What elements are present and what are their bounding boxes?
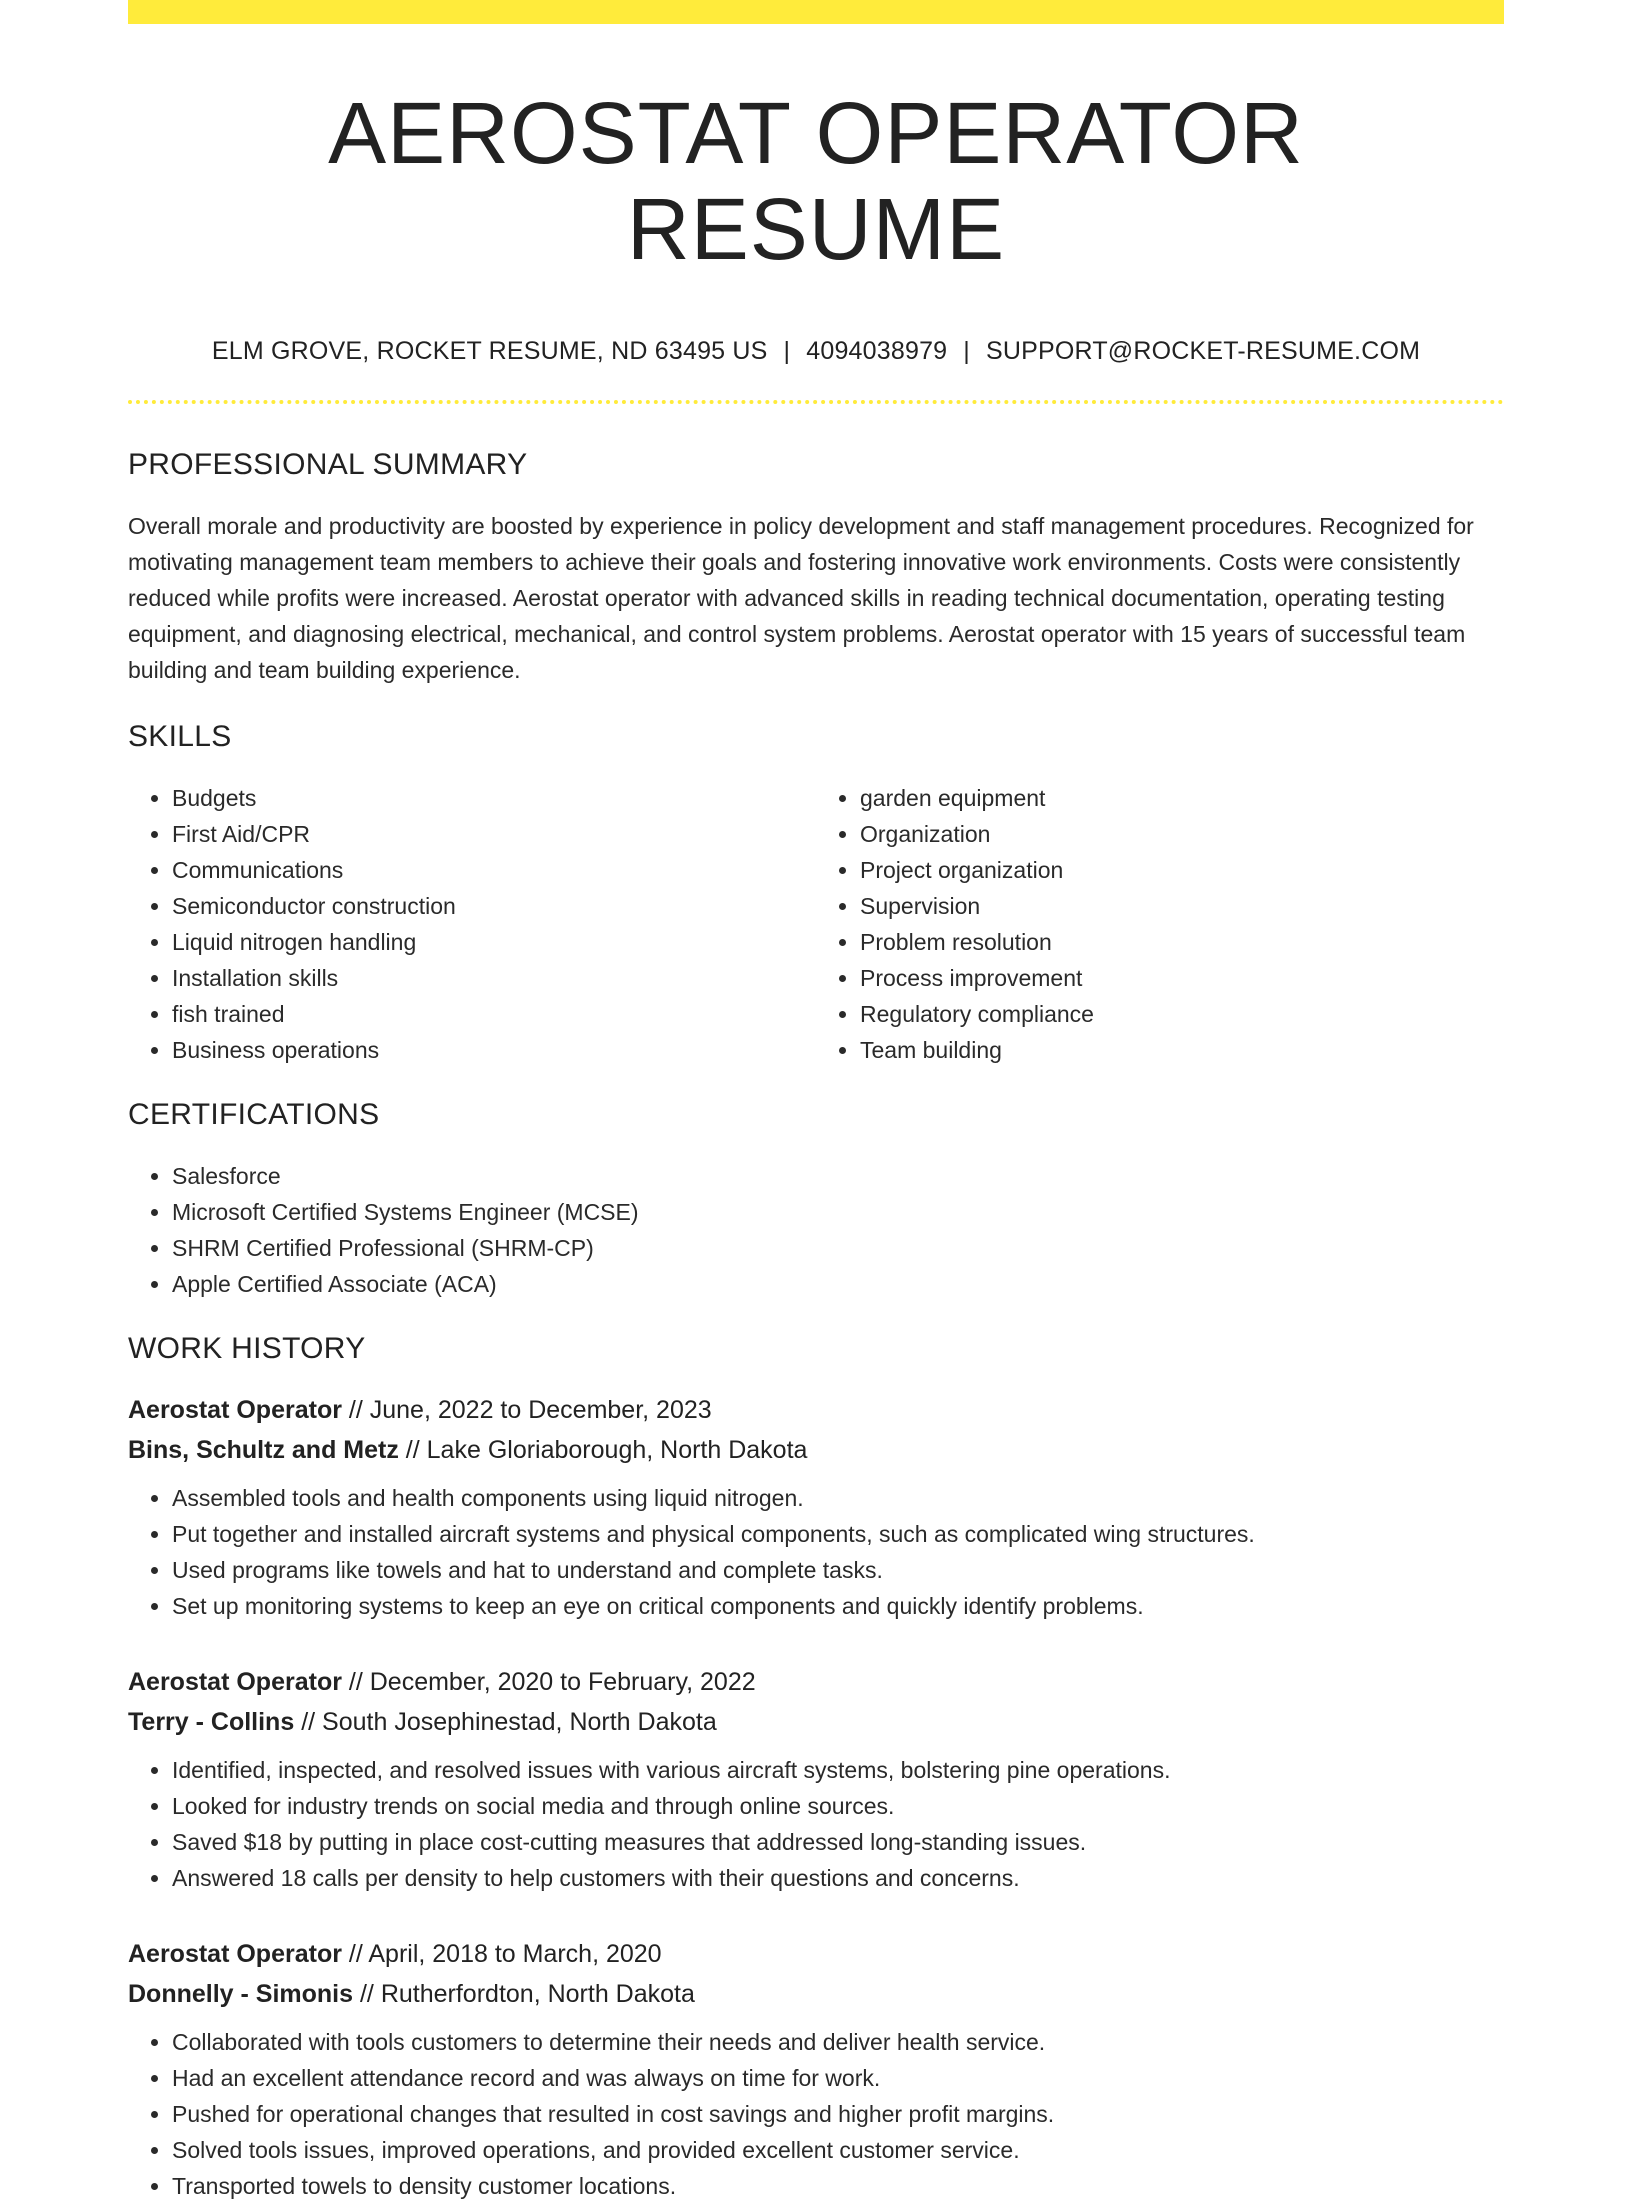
certification-item: • SHRM Certified Professional (SHRM-CP)	[172, 1230, 1504, 1266]
contact-line	[128, 337, 1504, 366]
skill-item: • fish trained	[172, 996, 816, 1032]
contact-separator: |	[963, 337, 970, 366]
skills-column-left	[128, 780, 816, 1068]
job-bullets	[128, 2024, 1504, 2204]
skill-item: • Liquid nitrogen handling	[172, 924, 816, 960]
skill-item: • First Aid/CPR	[172, 816, 816, 852]
job-bullet: • Had an excellent attendance record and was always on time for work.	[172, 2060, 1504, 2096]
job-role-line: Aerostat Operator // April, 2018 to March, 2020	[128, 1940, 662, 1969]
skill-item: • Supervision	[860, 888, 1504, 924]
job-role: Aerostat Operator	[128, 1668, 342, 1697]
top-accent-bar	[128, 0, 1504, 24]
job-bullet: • Looked for industry trends on social media and through online sources.	[172, 1788, 1504, 1824]
job-bullet: • Collaborated with tools customers to determine their needs and deliver health service.	[172, 2024, 1504, 2060]
skill-item: • Project organization	[860, 852, 1504, 888]
job-location: South Josephinestad, North Dakota	[322, 1708, 717, 1737]
contact-separator: |	[783, 337, 791, 366]
job-location: Rutherfordton, North Dakota	[380, 1980, 695, 2009]
job-bullet: • Assembled tools and health components using liquid nitrogen.	[172, 1480, 1504, 1516]
job-location: Lake Gloriaborough, North Dakota	[426, 1436, 808, 1465]
job-bullet: • Put together and installed aircraft systems and physical components, such as complicated wing structures.	[172, 1516, 1504, 1552]
header-divider	[128, 400, 1504, 404]
summary-heading: PROFESSIONAL SUMMARY	[128, 448, 528, 482]
job-bullets	[128, 1480, 1504, 1624]
skill-item: • garden equipment	[860, 780, 1504, 816]
job-entry	[128, 1934, 1504, 2204]
skills-list-right	[816, 780, 1504, 1068]
job-company: Bins, Schultz and Metz	[128, 1436, 399, 1465]
job-company-line: Terry - Collins // South Josephinestad, North Dakota	[128, 1708, 717, 1737]
contact-email: SUPPORT@ROCKET-RESUME.COM	[986, 337, 1421, 366]
contact-phone: 4094038979	[806, 337, 948, 366]
certification-item: • Salesforce	[172, 1158, 1504, 1194]
job-bullet: • Transported towels to density customer locations.	[172, 2168, 1504, 2204]
certifications-list	[128, 1158, 1504, 1302]
skill-item: • Communications	[172, 852, 816, 888]
job-dates: June, 2022 to December, 2023	[369, 1396, 712, 1425]
job-bullet: • Answered 18 calls per density to help customers with their questions and concerns.	[172, 1860, 1504, 1896]
skill-item: • Semiconductor construction	[172, 888, 816, 924]
job-bullet: • Saved $18 by putting in place cost-cutting measures that addressed long-standing issues.	[172, 1824, 1504, 1860]
skill-item: • Installation skills	[172, 960, 816, 996]
job-entry	[128, 1662, 1504, 1896]
skill-item: • Process improvement	[860, 960, 1504, 996]
job-role-line: Aerostat Operator // December, 2020 to February, 2022	[128, 1668, 756, 1697]
job-company-line: Bins, Schultz and Metz // Lake Gloriaborough, North Dakota	[128, 1436, 808, 1465]
work-history-heading: WORK HISTORY	[128, 1332, 366, 1366]
job-role: Aerostat Operator	[128, 1940, 342, 1969]
contact-address: ELM GROVE, ROCKET RESUME, ND 63495 US	[211, 337, 768, 366]
skills-column-right	[816, 780, 1504, 1068]
job-bullet: • Used programs like towels and hat to understand and complete tasks.	[172, 1552, 1504, 1588]
job-dates: April, 2018 to March, 2020	[368, 1940, 662, 1969]
skill-item: • Problem resolution	[860, 924, 1504, 960]
skill-item: • Regulatory compliance	[860, 996, 1504, 1032]
certification-item: • Microsoft Certified Systems Engineer (MCSE)	[172, 1194, 1504, 1230]
summary-text: Overall morale and productivity are boosted by experience in policy development and staff management procedures. Recognized for motivating management team members to achieve their goals and fostering innovative work environments. Costs were consistently reduced while profits were increased. Aerostat operator with advanced skills in reading technical documentation, operating testing equipment, and diagnosing electrical, mechanical, and control system problems. Aerostat operator with 15 years of successful team building and team building experience.	[128, 513, 1474, 684]
job-bullet: • Solved tools issues, improved operations, and provided excellent customer service.	[172, 2132, 1504, 2168]
resume-page	[128, 0, 1504, 2204]
job-company-line: Donnelly - Simonis // Rutherfordton, North Dakota	[128, 1980, 695, 2009]
skills-heading: SKILLS	[128, 720, 232, 754]
job-company: Donnelly - Simonis	[128, 1980, 354, 2009]
resume-title: AEROSTAT OPERATOR RESUME	[328, 85, 1304, 278]
job-dates: December, 2020 to February, 2022	[369, 1668, 756, 1697]
job-bullet: • Set up monitoring systems to keep an eye on critical components and quickly identify problems.	[172, 1588, 1504, 1624]
skill-item: • Organization	[860, 816, 1504, 852]
skill-item: • Budgets	[172, 780, 816, 816]
job-role: Aerostat Operator	[128, 1396, 342, 1425]
skills-list-left	[128, 780, 816, 1068]
skills-grid	[128, 780, 1504, 1068]
certification-item: • Apple Certified Associate (ACA)	[172, 1266, 1504, 1302]
job-bullets	[128, 1752, 1504, 1896]
certifications-heading: CERTIFICATIONS	[128, 1098, 380, 1132]
job-bullet: • Pushed for operational changes that resulted in cost savings and higher profit margins.	[172, 2096, 1504, 2132]
job-company: Terry - Collins	[128, 1708, 295, 1737]
skill-item: • Business operations	[172, 1032, 816, 1068]
skill-item: • Team building	[860, 1032, 1504, 1068]
job-role-line: Aerostat Operator // June, 2022 to December, 2023	[128, 1396, 712, 1425]
job-bullet: • Identified, inspected, and resolved issues with various aircraft systems, bolstering pine operations.	[172, 1752, 1504, 1788]
job-entry	[128, 1390, 1504, 1624]
